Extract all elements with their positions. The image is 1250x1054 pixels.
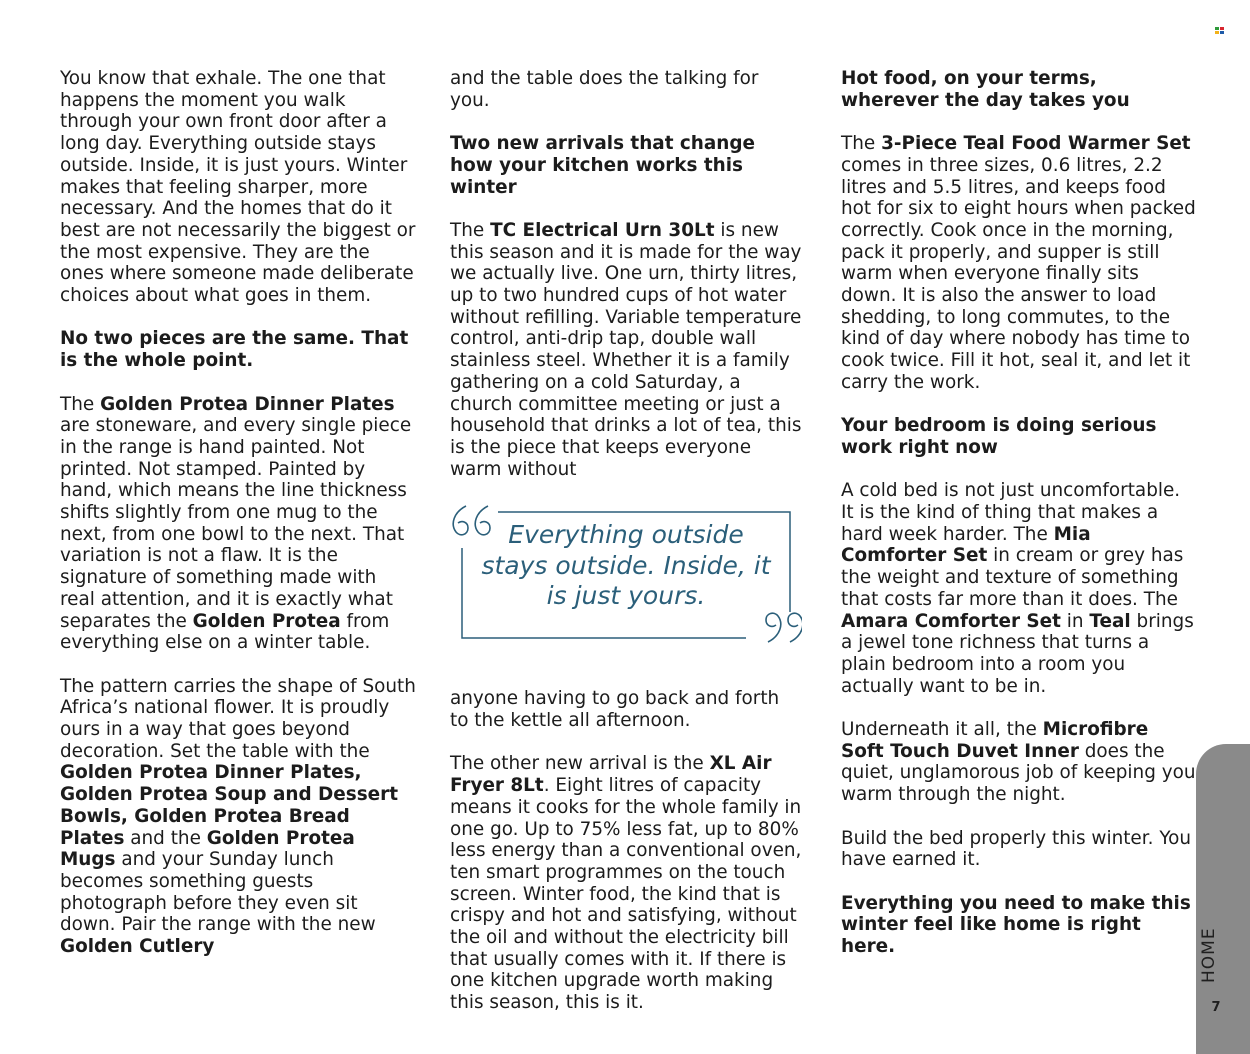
urn-continuation-paragraph: anyone having to go back and forth to the kettle all afternoon.	[450, 688, 780, 732]
product-name: Golden Protea Dinner Plates	[100, 393, 395, 415]
pull-quote-text: Everything outside stays outside. Inside, it is just yours.	[481, 520, 771, 611]
product-name: Microfibre Soft Touch Duvet Inner	[841, 719, 1149, 762]
closing-heading: Everything you need to make this winter feel like home is right here.	[841, 892, 1191, 958]
product-name: Mia Comforter Set	[841, 523, 1091, 567]
section-label: HOME	[1199, 927, 1219, 983]
product-name: XL Air Fryer 8Lt	[450, 753, 772, 797]
article-column-1	[60, 68, 416, 979]
section-heading-bedroom: Your bedroom is doing serious work right now	[841, 415, 1157, 458]
product-name: TC Electrical Urn 30Lt	[490, 219, 715, 241]
air-fryer-paragraph: The other new arrival is the XL Air Fryer 8Lt. Eight litres of capacity means it cooks for the whole family in one go. Up to 75% less fat, up to 80% less energy than a conventional oven, ten smart programmes on the touch screen. Winter food, the kind that is crispy and hot and satisfying, without the oil and without the electricity bill that usually comes with it. If there is one kitchen upgrade worth making this season, this is it.	[450, 753, 802, 1014]
product-name: Amara Comforter Set	[841, 610, 1061, 632]
product-name: Teal	[1089, 610, 1131, 632]
pull-quote	[450, 502, 802, 666]
continuation-paragraph: and the table does the talking for you.	[450, 68, 759, 111]
food-warmer-paragraph: The 3-Piece Teal Food Warmer Set comes in three sizes, 0.6 litres, 2.2 litres and 5.5 litres, and keeps food hot for six to eight hours when packed correctly. Cook once in the morning, pack it properly, and supper is still warm when everyone finally sits down. It is also the answer to load shedding, to long commutes, to the kind of day where nobody has time to cook twice. Fill it hot, seal it, and let it carry the work.	[841, 133, 1196, 393]
section-heading-golden-protea: No two pieces are the same. That is the whole point.	[60, 328, 409, 372]
article-column-2	[450, 68, 802, 1036]
urn-paragraph: The TC Electrical Urn 30Lt is new this season and it is made for the way we actually live. One urn, thirty litres, up to two hundred cups of hot water without refilling. Variable temperature control, anti-drip tap, double wall stainless steel. Whether it is a family gathering on a cold Saturday, a church committee meeting or just a household that drinks a lot of tea, this is the piece that keeps everyone warm without	[450, 219, 802, 480]
bed-paragraph: Build the bed properly this winter. You have earned it.	[841, 827, 1192, 871]
close-quote-icon	[766, 614, 802, 643]
product-name: Golden Protea Dinner Plates, Golden Protea Soup and Dessert Bowls, Golden Protea Bread Plates	[60, 762, 398, 849]
duvet-paragraph: Underneath it all, the Microfibre Soft Touch Duvet Inner does the quiet, unglamorous job of keeping you warm through the night.	[841, 719, 1196, 806]
intro-paragraph: You know that exhale. The one that happens the moment you walk through your own front door after a long day. Everything outside stays outside. Inside, it is just yours. Winter makes that feeling sharper, more necessary. And the homes that do it best are not necessarily the biggest or the most expensive. They are the ones where someone made deliberate choices about what goes in them.	[60, 68, 416, 307]
product-name: Golden Protea	[192, 610, 341, 632]
section-heading-kitchen: Two new arrivals that change how your kitchen works this winter	[450, 133, 756, 198]
product-name: 3-Piece Teal Food Warmer Set	[881, 133, 1191, 155]
comforter-paragraph: A cold bed is not just uncomfortable. It is the kind of thing that makes a hard week harder. The Mia Comforter Set in cream or grey has the weight and texture of something that costs far more than it does. The Amara Comforter Set in Teal brings a jewel tone richness that turns a plain bedroom into a room you actually want to be in.	[841, 480, 1194, 697]
product-name: Golden Cutlery	[60, 936, 215, 958]
page-number: 7	[1211, 1000, 1221, 1015]
brand-logo-icon	[1215, 20, 1225, 28]
section-heading-food-warmer: Hot food, on your terms, wherever the day takes you	[841, 68, 1130, 111]
article-column-3	[841, 68, 1197, 979]
golden-protea-paragraph: The Golden Protea Dinner Plates are stoneware, and every single piece in the range is hand painted. Not printed. Not stamped. Painted by hand, which means the line thickness shifts slightly from one mug to the next, from one bowl to the next. That variation is not a flaw. It is the signature of something made with real attention, and it is exactly what separates the Golden Protea from everything else on a winter table.	[60, 393, 412, 654]
golden-protea-range-paragraph: The pattern carries the shape of South Africa’s national flower. It is proudly ours in a way that goes beyond decoration. Set the table with the Golden Protea Dinner Plates, Golden Protea Soup and Dessert Bowls, Golden Protea Bread Plates and the Golden Protea Mugs and your Sunday lunch becomes something guests photograph before they even sit down. Pair the range with the new Golden Cutlery	[60, 675, 416, 958]
product-name: Golden Protea Mugs	[60, 827, 355, 871]
